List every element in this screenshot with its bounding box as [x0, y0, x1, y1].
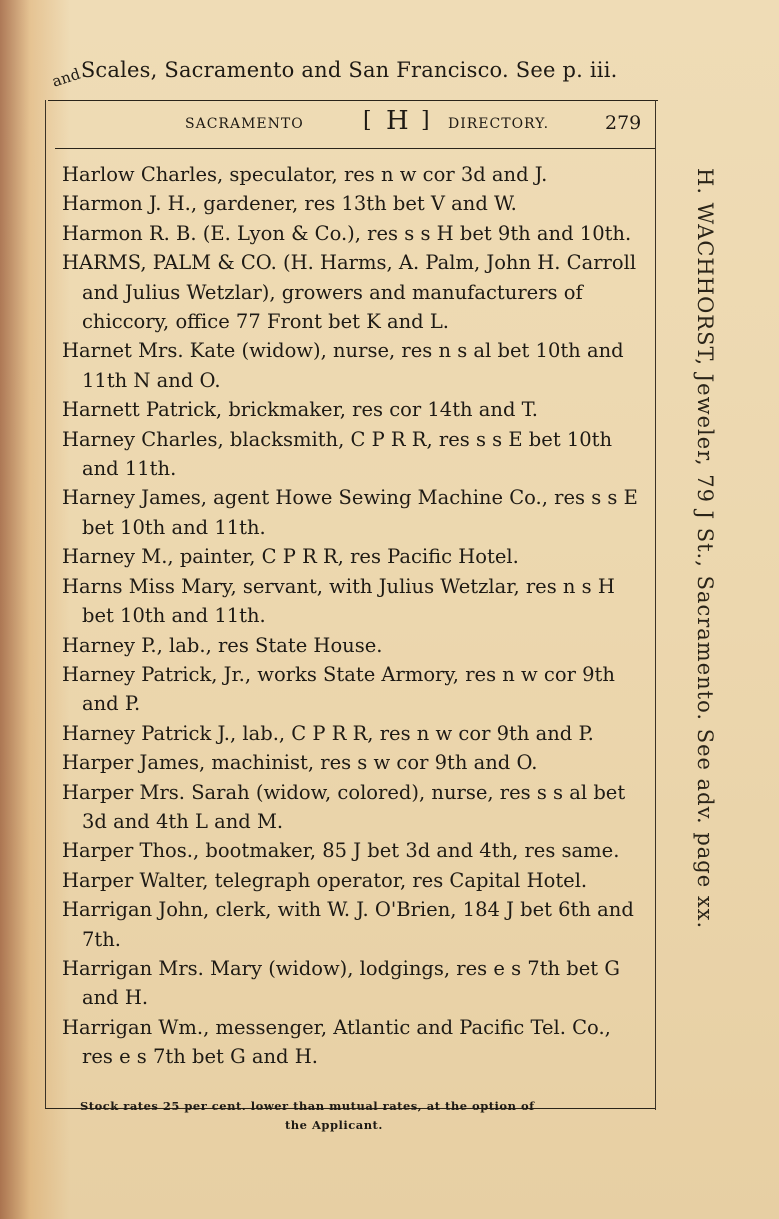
running-head-directory: DIRECTORY.: [448, 116, 550, 132]
directory-entry: Harnett Patrick, brickmaker, res cor 14th and T.: [62, 398, 539, 422]
directory-entry: Harney Patrick, Jr., works State Armory, res n w cor 9th and P.: [62, 662, 615, 716]
directory-entry: Harper Walter, telegraph operator, res Capital Hotel.: [62, 868, 588, 892]
top-advert-text: Scales, Sacramento and San Francisco. See p. iii.: [80, 58, 618, 82]
bracket-open: [: [363, 108, 373, 133]
directory-entry: Harper Mrs. Sarah (widow, colored), nurse, res s s al bet 3d and 4th L and M.: [62, 780, 626, 833]
frame-top-rule: [48, 100, 658, 101]
bracket-close: ]: [421, 108, 431, 133]
directory-entry: Harper Thos., bootmaker, 85 J bet 3d and 4th, res same.: [62, 839, 620, 863]
frame-right-rule: [655, 100, 656, 1110]
directory-entry: Harney Charles, blacksmith, C P R R, res s s E bet 10th and 11th.: [62, 427, 613, 481]
directory-entry: Harrigan John, clerk, with W. J. O'Brien, 184 J bet 6th and 7th.: [62, 898, 634, 951]
directory-entry: Harnet Mrs. Kate (widow), nurse, res n s al bet 10th and 11th N and O.: [62, 339, 624, 392]
page-number: 279: [605, 112, 642, 134]
frame-left-rule: [45, 100, 46, 1108]
directory-entry: Harney P., lab., res State House.: [62, 633, 383, 657]
directory-entry: Harrigan Wm., messenger, Atlantic and Pacific Tel. Co., res e s 7th bet G and H.: [62, 1015, 611, 1069]
running-head-city: SACRAMENTO: [185, 116, 304, 132]
directory-entries: [62, 160, 647, 1072]
footer-line-2: the Applicant.: [285, 1118, 383, 1132]
directory-entry: Harmon R. B. (E. Lyon & Co.), res s s H bet 9th and 10th.: [62, 221, 632, 245]
directory-entry: Harrigan Mrs. Mary (widow), lodgings, res e s 7th bet G and H.: [62, 956, 620, 1010]
footer-note: [80, 1097, 640, 1135]
directory-entry: Harper James, machinist, res s w cor 9th and O.: [62, 751, 538, 775]
top-advert-line: [49, 58, 690, 91]
directory-entry: Harney M., painter, C P R R, res Pacific Hotel.: [62, 545, 519, 569]
directory-entry: Harlow Charles, speculator, res n w cor 3d and J.: [62, 163, 548, 186]
header-rule: [55, 148, 655, 149]
directory-entry: Harney Patrick J., lab., C P R R, res n w cor 9th and P.: [62, 721, 594, 745]
directory-entry: HARMS, PALM & CO. (H. Harms, A. Palm, John H. Carroll and Julius Wetzlar), growers and manufacturers of chiccory, office 77 Front bet K and L.: [62, 251, 637, 334]
side-advert: H. WACHHORST, Jeweler, 79 J St., Sacramento. See adv. page xx.: [693, 168, 717, 930]
running-head: [50, 108, 650, 138]
footer-line-1: Stock rates 25 per cent. lower than mutual rates, at the option of: [80, 1099, 535, 1113]
directory-entry: Harmon J. H., gardener, res 13th bet V and W.: [62, 192, 517, 216]
top-advert-and: and: [49, 64, 83, 91]
directory-entry: Harney James, agent Howe Sewing Machine Co., res s s E bet 10th and 11th.: [62, 486, 638, 539]
directory-entry: Harns Miss Mary, servant, with Julius Wetzlar, res n s H bet 10th and 11th.: [62, 574, 615, 628]
section-letter: H: [386, 106, 410, 136]
